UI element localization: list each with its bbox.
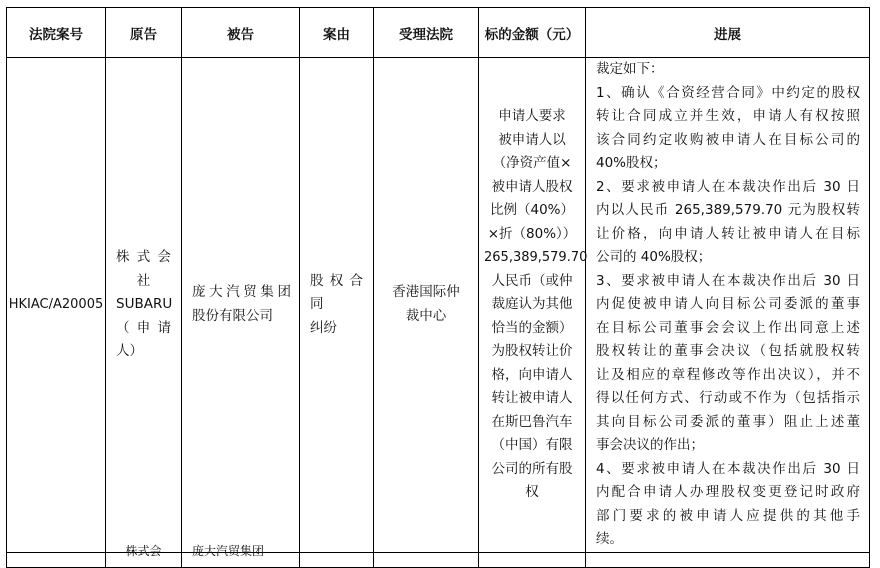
table-row	[7, 58, 870, 553]
cause-line: 纠纷	[310, 319, 337, 336]
amount-line: 在斯巴鲁汽车	[491, 413, 573, 430]
table-row	[7, 552, 870, 567]
defendant-line: 庞大汽贸集团	[192, 543, 265, 558]
header-defendant: 被告	[182, 8, 300, 58]
court-cell	[374, 552, 479, 567]
amount-cell	[479, 552, 586, 567]
plaintiff-line: （申请	[116, 319, 171, 336]
amount-line: 裁庭认为其他	[491, 296, 573, 312]
progress-line: 内以人民币 265,389,579.70 元为股权转	[596, 202, 860, 218]
amount-line: 被申请人以	[498, 131, 566, 148]
progress-line: 在目标公司董事会会议上作出同意上述	[596, 319, 860, 336]
progress-line: 内促使被申请人向目标公司委派的董事	[596, 296, 860, 312]
amount-line: 公司的所有股	[491, 460, 573, 477]
cause-line: 股权合同	[310, 272, 363, 312]
header-case-no: 法院案号	[7, 8, 106, 58]
defendant-line: 庞大汽贸集团	[192, 284, 291, 301]
header-plaintiff: 原告	[106, 8, 182, 58]
progress-line: 3、要求被申请人在本裁决作出后 30 日	[596, 272, 860, 289]
plaintiff-line: 社	[136, 272, 151, 289]
progress-line: 4、要求被申请人在本裁决作出后 30 日	[596, 460, 860, 477]
court-line: 香港国际仲	[392, 284, 460, 301]
case-table	[6, 7, 870, 568]
court-cell	[374, 58, 479, 553]
progress-line: 40%股权；	[596, 155, 667, 171]
amount-line: （中国）有限	[491, 437, 573, 453]
cause-cell	[300, 58, 374, 553]
progress-line: 公司的 40%股权；	[596, 249, 712, 265]
amount-cell	[479, 58, 586, 553]
court-line: 裁中心	[405, 307, 447, 324]
header-court: 受理法院	[374, 8, 479, 58]
progress-line: 该合同约定收购被申请人在目标公司的	[596, 131, 860, 148]
amount-line: 人民币（或仲	[491, 272, 573, 289]
plaintiff-cell	[106, 543, 182, 567]
progress-line: 1、确认《合资经营合同》中约定的股权	[596, 84, 860, 101]
progress-line: 转让合同成立并生效，申请人有权按照	[596, 108, 860, 124]
amount-line: 比例（40%）	[489, 202, 574, 218]
progress-line: 得以任何方式、行动或不作为（包括指示	[596, 390, 860, 406]
progress-line: 内配合申请人办理股权变更登记时政府	[596, 484, 860, 500]
progress-line: 续。	[596, 531, 623, 547]
case-number-cell	[7, 552, 106, 567]
progress-line: 让价格，向申请人转让被申请人在目标	[596, 225, 860, 242]
plaintiff-line: 株式会	[116, 249, 171, 265]
plaintiff-line: 株式会	[125, 543, 162, 558]
amount-line: ×折（80%））	[487, 225, 577, 242]
amount-line: 格，向申请人	[491, 366, 573, 383]
header-cause: 案由	[300, 8, 374, 58]
case-number-cell: HKIAC/A20005	[7, 58, 106, 553]
cause-cell	[300, 552, 374, 567]
progress-line: 让及相应的章程修改等作出决议），并不	[596, 366, 860, 383]
progress-cell	[586, 58, 870, 553]
plaintiff-line: 人）	[116, 343, 143, 359]
progress-line: 裁定如下：	[596, 61, 664, 77]
defendant-cell	[182, 543, 300, 567]
amount-line: （净资产值×	[492, 155, 572, 171]
progress-line: 部门要求的被申请人应提供的其他手	[596, 507, 860, 524]
progress-line: 事会决议的作出；	[596, 437, 704, 453]
amount-line: 265,389,579.70	[484, 250, 588, 265]
header-progress: 进展	[586, 8, 870, 58]
progress-line: 股权转让的董事会决议（包括就股权转	[596, 343, 860, 359]
amount-line: 恰当的金额）	[491, 319, 573, 336]
amount-line: 转让被申请人	[491, 390, 573, 406]
amount-line: 权	[525, 484, 539, 500]
progress-line: 2、要求被申请人在本裁决作出后 30 日	[596, 178, 860, 195]
defendant-line: 股份有限公司	[192, 307, 273, 324]
plaintiff-line: SUBARU	[116, 296, 173, 312]
progress-cell	[586, 552, 870, 567]
amount-line: 被申请人股权	[491, 178, 573, 195]
amount-line: 为股权转让价	[491, 343, 573, 359]
amount-line: 申请人要求	[498, 108, 566, 124]
plaintiff-cell	[106, 58, 182, 558]
header-amount: 标的金额（元）	[479, 8, 586, 58]
progress-line: 其向目标公司委派的董事）阻止上述董	[596, 413, 860, 430]
defendant-cell	[182, 58, 300, 558]
header-row	[7, 8, 870, 58]
